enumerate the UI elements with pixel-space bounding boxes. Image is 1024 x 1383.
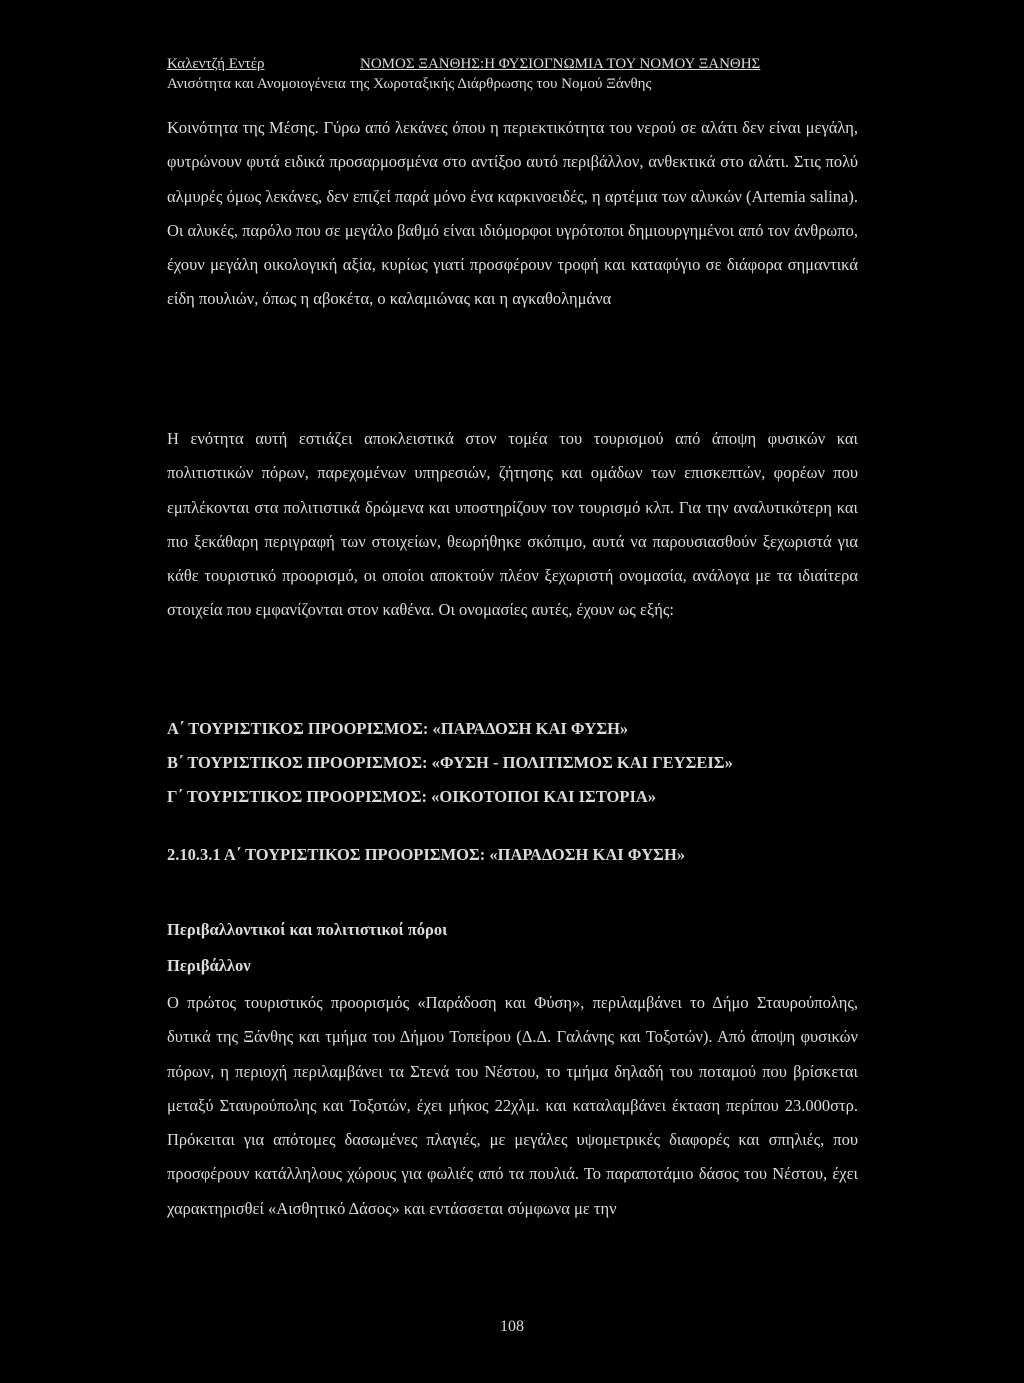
page-number: 108 (500, 1318, 524, 1335)
destination-item: Β΄ ΤΟΥΡΙΣΤΙΚΟΣ ΠΡΟΟΡΙΣΜΟΣ: «ΦΥΣΗ - ΠΟΛΙΤΙΣΜΟΣ ΚΑΙ ΓΕΥΣΕΙΣ» (167, 753, 733, 772)
page-header (167, 54, 867, 94)
body-paragraph-3: Ο πρώτος τουριστικός προορισμός «Παράδοση και Φύση», περιλαμβάνει το Δήμο Σταυρούπολης, δυτικά της Ξάνθης και τμήμα του Δήμου Τοπείρου (Δ.Δ. Γαλάνης και Τοξοτών). Από άποψη φυσικών πόρων, η περιοχή περιλαμβάνει τα Στενά του Νέστου, το τμήμα δηλαδή του ποταμού που βρίσκεται μεταξύ Σταυρούπολης και Τοξοτών, έχει μήκος 22χλμ. και καταλαμβάνει έκταση περίπου 23.000στρ. Πρόκειται για απότομες δασωμένες πλαγιές, με μεγάλες υψομετρικές διαφορές και σπηλιές, που προσφέρουν κατάλληλους χώρους για φωλιές από τα πουλιά. Το παραποτάμιο δάσος του Νέστου, έχει χαρακτηρισθεί «Αισθητικό Δάσος» και εντάσσεται σύμφωνα με την (167, 993, 858, 1218)
subheading-resources: Περιβαλλοντικοί και πολιτιστικοί πόροι (167, 920, 448, 939)
header-subtitle: Ανισότητα και Ανομοιογένεια της Χωροταξικής Διάρθρωσης του Νομού Ξάνθης (167, 76, 652, 92)
destination-item: Γ΄ ΤΟΥΡΙΣΤΙΚΟΣ ΠΡΟΟΡΙΣΜΟΣ: «ΟΙΚΟΤΟΠΟΙ ΚΑΙ ΙΣΤΟΡΙΑ» (167, 787, 657, 806)
header-title: ΝΟΜΟΣ ΞΑΝΘΗΣ:Η ΦΥΣΙΟΓΝΩΜΙΑ ΤΟΥ ΝΟΜΟΥ ΞΑΝΘΗΣ (360, 56, 761, 72)
section-heading: 2.10.3.1 Α΄ ΤΟΥΡΙΣΤΙΚΟΣ ΠΡΟΟΡΙΣΜΟΣ: «ΠΑΡΑΔΟΣΗ ΚΑΙ ΦΥΣΗ» (167, 845, 686, 864)
destinations-list (167, 712, 887, 814)
header-author: Καλεντζή Εντέρ (167, 56, 265, 72)
body-paragraph-1: Κοινότητα της Μέσης. Γύρω από λεκάνες όπου η περιεκτικότητα του νερού σε αλάτι δεν είναι μεγάλη, φυτρώνουν φυτά ειδικά προσαρμοσμένα στο αντίξοο αυτό περιβάλλον, ανθεκτικά στο αλάτι. Στις πολύ αλμυρές όμως λεκάνες, δεν επιζεί παρά μόνο ένα καρκινοειδές, η αρτέμια των αλυκών (Artemia salina). Οι αλυκές, παρόλο που σε μεγάλο βαθμό είναι ιδιόμορφοι υγρότοποι δημιουργημένοι από τον άνθρωπο, έχουν μεγάλη οικολογική αξία, κυρίως γιατί προσφέρουν τροφή και καταφύγιο σε διάφορα σημαντικά είδη πουλιών, όπως η αβοκέτα, ο καλαμιώνας και η αγκαθολημάνα (167, 118, 858, 309)
body-paragraph-2: Η ενότητα αυτή εστιάζει αποκλειστικά στον τομέα του τουρισμού από άποψη φυσικών και πολιτιστικών πόρων, παρεχομένων υπηρεσιών, ζήτησης και ομάδων των επισκεπτών, φορέων που εμπλέκονται στα πολιτιστικά δρώμενα και υποστηρίζουν τον τουρισμό κλπ. Για την αναλυτικότερη και πιο ξεκάθαρη περιγραφή των στοιχείων, θεωρήθηκε σκόπιμο, αυτά να παρουσιασθούν ξεχωριστά για κάθε τουριστικό προορισμό, οι οποίοι αποκτούν πλέον ξεχωριστή ονομασία, ανάλογα με τα ιδιαίτερα στοιχεία που εμφανίζονται στον καθένα. Οι ονομασίες αυτές, έχουν ως εξής: (167, 429, 858, 620)
subheading-environment: Περιβάλλον (167, 956, 251, 975)
destination-item: Α΄ ΤΟΥΡΙΣΤΙΚΟΣ ΠΡΟΟΡΙΣΜΟΣ: «ΠΑΡΑΔΟΣΗ ΚΑΙ ΦΥΣΗ» (167, 719, 629, 738)
